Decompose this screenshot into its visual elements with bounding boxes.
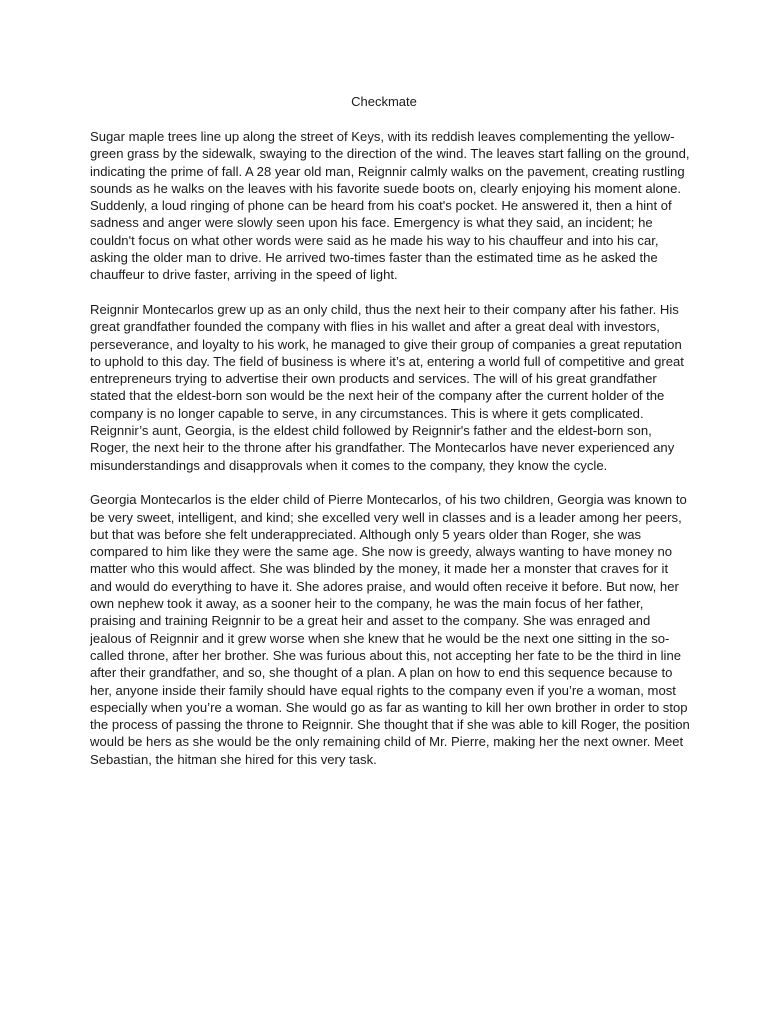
paragraph-3: Georgia Montecarlos is the elder child of Pierre Montecarlos, of his two children, Georgia was known to be very sweet, intelligent, and kind; she excelled very well in classes and is a leader among her peers, but that was before she felt underappreciated. Although only 5 years older than Roger, she was compared to him like they were the same age. She now is greedy, always wanting to have money no matter who this would affect. She was blinded by the money, it made her a monster that craves for it and would do everything to have it. She adores praise, and would often receive it before. But now, her own nephew took it away, as a sooner heir to the company, he was the main focus of her father, praising and training Reignnir to be a great heir and asset to the company. She was enraged and jealous of Reignnir and it grew worse when she knew that he would be the next one sitting in the so-called throne, after her brother. She was furious about this, not accepting her fate to be the third in line after their grandfather, and so, she thought of a plan. A plan on how to end this sequence because to her, anyone inside their family should have equal rights to the company even if you’re a woman, most especially when you’re a woman. She would go as far as wanting to kill her own brother in order to stop the process of passing the throne to Reignnir. She thought that if she was able to kill Roger, the position would be hers as she would be the only remaining child of Mr. Pierre, making her the next owner. Meet Sebastian, the hitman she hired for this very task. [90,492,690,767]
paragraph-1: Sugar maple trees line up along the street of Keys, with its reddish leaves complementing the yellow-green grass by the sidewalk, swaying to the direction of the wind. The leaves start falling on the ground, indicating the prime of fall. A 28 year old man, Reignnir calmly walks on the pavement, creating rustling sounds as he walks on the leaves with his favorite suede boots on, clearly enjoying his moment alone. Suddenly, a loud ringing of phone can be heard from his coat's pocket. He answered it, then a hint of sadness and anger were slowly seen upon his face. Emergency is what they said, an incident; he couldn't focus on what other words were said as he made his way to his chauffeur and into his car, asking the older man to drive. He arrived two-times faster than the estimated time as he asked the chauffeur to drive faster, arriving in the speed of light. [90,129,690,283]
document-body [90,128,690,785]
paragraph-2: Reignnir Montecarlos grew up as an only child, thus the next heir to their company after his father. His great grandfather founded the company with flies in his wallet and after a great deal with investors, perseverance, and loyalty to his work, he managed to give their group of companies a great reputation to uphold to this day. The field of business is where it’s at, entering a world full of competitive and great entrepreneurs trying to advertise their own products and services. The will of his great grandfather stated that the eldest-born son would be the next heir of the company after the current holder of the company is no longer capable to serve, in any circumstances. This is where it gets complicated. Reignnir’s aunt, Georgia, is the eldest child followed by Reignnir's father and the eldest-born son, Roger, the next heir to the throne after his grandfather. The Montecarlos have never experienced any misunderstandings and disapprovals when it comes to the company, they know the cycle. [90,301,684,473]
document-title: Checkmate [351,94,417,109]
